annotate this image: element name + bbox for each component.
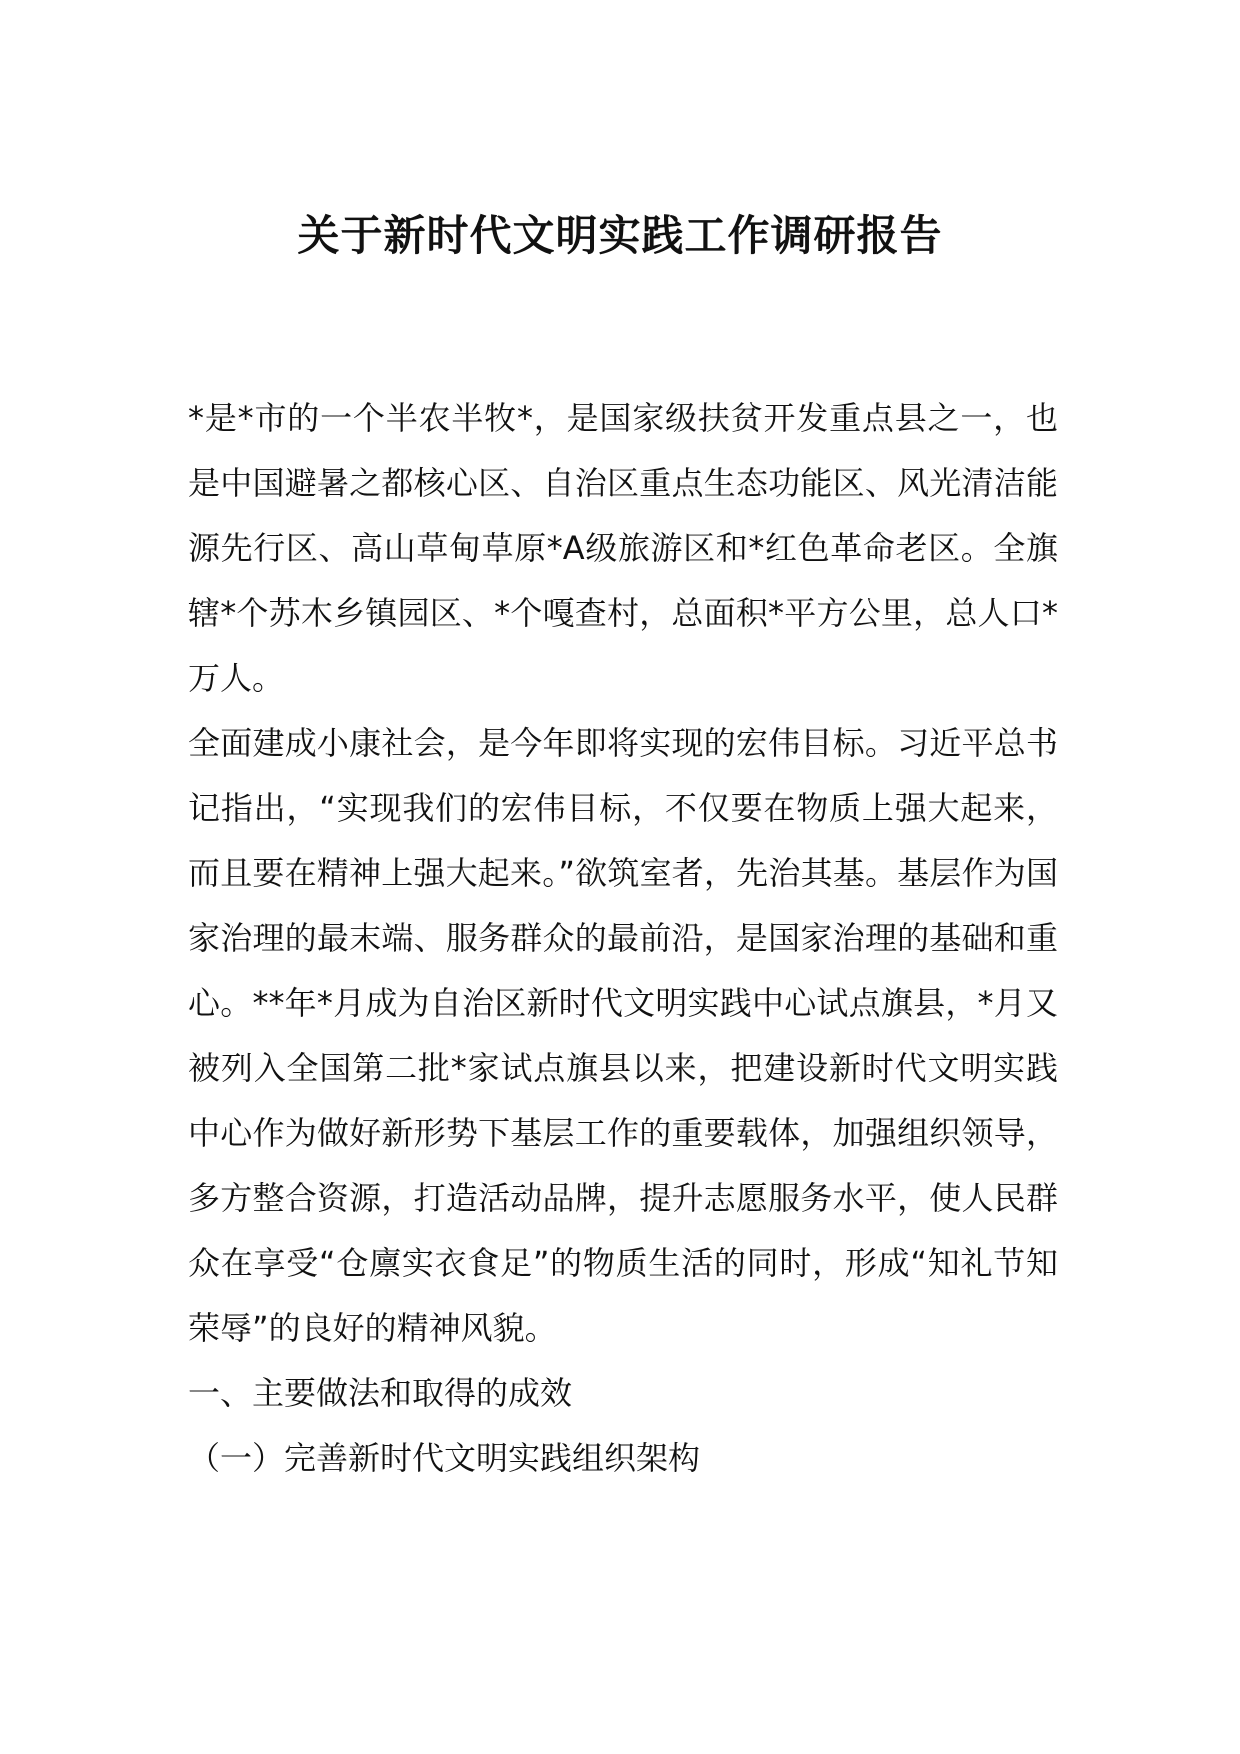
paragraph-intro: *是*市的一个半农半牧*，是国家级扶贫开发重点县之一，也是中国避暑之都核心区、自治区重点生态功能区、风光清洁能源先行区、高山草甸草原*A级旅游区和*红色革命老区。全旗辖*个苏木乡镇园区、*个嘎查村，总面积*平方公里，总人口*万人。: [188, 399, 1058, 697]
paragraph-background: 全面建成小康社会，是今年即将实现的宏伟目标。习近平总书记指出，“实现我们的宏伟目标，不仅要在物质上强大起来，而且要在精神上强大起来。”欲筑室者，先治其基。基层作为国家治理的最末端、服务群众的最前沿，是国家治理的基础和重心。**年*月成为自治区新时代文明实践中心试点旗县，*月又被列入全国第二批*家试点旗县以来，把建设新时代文明实践中心作为做好新形势下基层工作的重要载体，加强组织领导，多方整合资源，打造活动品牌，提升志愿服务水平，使人民群众在享受“仓廪实衣食足”的物质生活的同时，形成“知礼节知荣辱”的良好的精神风貌。: [188, 724, 1058, 1347]
section-heading-1: 一、主要做法和取得的成效: [188, 1374, 573, 1412]
document-body: [188, 386, 1058, 1491]
subsection-heading-1: （一）完善新时代文明实践组织架构: [188, 1439, 701, 1477]
document-title: 关于新时代文明实践工作调研报告: [297, 211, 943, 260]
